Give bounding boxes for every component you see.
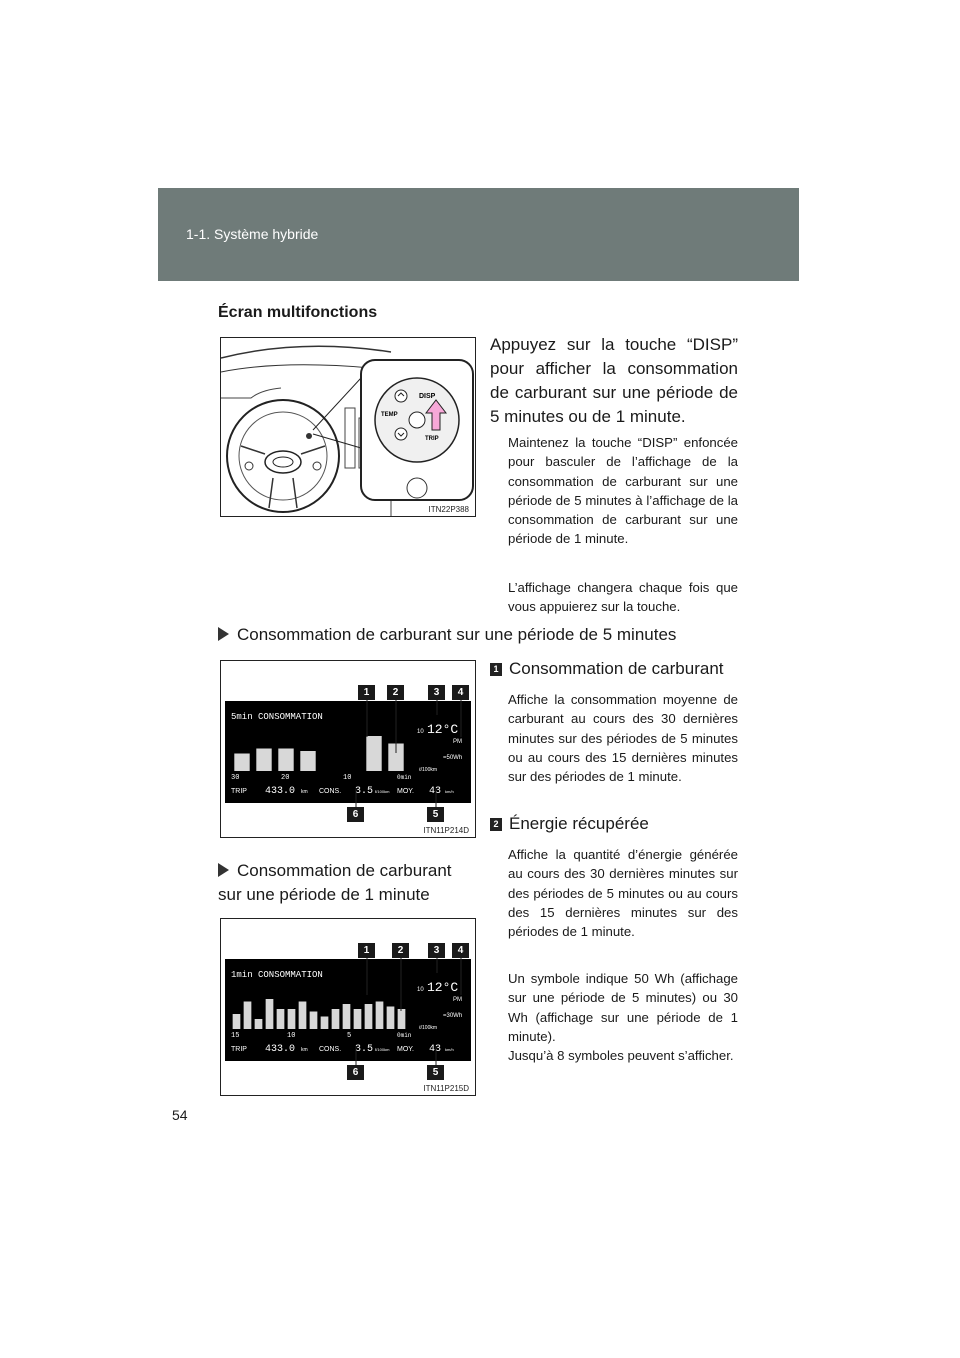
- bullet-label: Consommation de carburant sur une période de 5 minutes: [237, 625, 677, 644]
- item-text: Jusqu’à 8 symboles peuvent s’afficher.: [508, 1048, 734, 1063]
- intro-lead: Appuyez sur la touche “DISP” pour afficher la consommation de carburant sur une période de 5 minutes ou de 1 minute.: [490, 335, 738, 426]
- callout-4: 4: [452, 943, 469, 958]
- consumption-bar: [332, 1009, 340, 1029]
- trip-value: 433.0: [265, 786, 296, 797]
- wh-value: =30Wh: [443, 1013, 463, 1019]
- consumption-bar: [321, 1017, 329, 1030]
- consumption-bar: [278, 749, 293, 772]
- figure-5min-screen: [220, 660, 476, 838]
- moy-label: MOY.: [397, 788, 414, 795]
- consumption-bar: [234, 754, 249, 772]
- scale-top: 10: [417, 987, 424, 993]
- trip-label: TRIP: [231, 1046, 247, 1053]
- bullet-title: [218, 623, 678, 647]
- trip-value: 433.0: [265, 1044, 296, 1055]
- callout-2: 2: [387, 685, 404, 700]
- trip-unit: km: [301, 789, 308, 795]
- axis-label: 30: [231, 774, 240, 782]
- item-title: [490, 812, 649, 836]
- header-bar: [158, 188, 799, 281]
- cons-label: CONS.: [319, 1046, 342, 1053]
- intro-paragraph: L’affichage changera chaque fois que vous appuierez sur la touche.: [508, 580, 738, 615]
- disp-label: DISP: [419, 393, 436, 400]
- scale-unit: ℓ/100km: [419, 767, 438, 773]
- item-text: Un symbole indique 50 Wh (affichage sur une période de 5 minutes) ou 30 Wh (affichage sur une période de 1 minute).: [508, 971, 738, 1044]
- temp-label: TEMP: [381, 412, 398, 418]
- consumption-bar: [233, 1014, 241, 1029]
- consumption-bar: [300, 751, 315, 771]
- figure-code: ITN11P215D: [423, 1084, 469, 1093]
- consumption-bar: [299, 1002, 307, 1030]
- callout-2: 2: [392, 943, 409, 958]
- screen-title: 1min CONSOMMATION: [231, 970, 323, 980]
- cons-label: CONS.: [319, 788, 342, 795]
- cons-unit: ℓ/100km: [375, 1047, 390, 1052]
- item-title: [490, 657, 724, 681]
- cons-value: 3.5: [355, 1044, 374, 1055]
- figure-1min-screen: [220, 918, 476, 1096]
- consumption-bar: [343, 1004, 351, 1029]
- item-title-label: Énergie récupérée: [509, 814, 649, 833]
- figure-steering-wheel: [220, 337, 476, 517]
- callout-3: 3: [428, 685, 445, 700]
- callout-4: 4: [452, 685, 469, 700]
- consumption-bar: [266, 999, 274, 1029]
- callout-5: 5: [427, 1065, 444, 1080]
- consumption-bar: [256, 749, 271, 772]
- consumption-bar: [255, 1019, 263, 1029]
- consumption-bar: [387, 1007, 395, 1030]
- scale-top: 10: [417, 729, 424, 735]
- consumption-bar: [244, 1002, 252, 1030]
- moy-unit: km/h: [445, 789, 454, 794]
- consumption-bar: [288, 1009, 296, 1029]
- consumption-bar: [277, 1009, 285, 1029]
- callout-6: 6: [347, 1065, 364, 1080]
- bullet-title: [218, 859, 473, 907]
- axis-label: 20: [281, 774, 290, 782]
- triangle-bullet-icon: [218, 863, 229, 877]
- moy-label: MOY.: [397, 1046, 414, 1053]
- consumption-bar: [310, 1012, 318, 1030]
- trip-unit: km: [301, 1047, 308, 1053]
- callout-5: 5: [427, 807, 444, 822]
- moy-unit: km/h: [445, 1047, 454, 1052]
- screen-title: 5min CONSOMMATION: [231, 712, 323, 722]
- callout-1: 1: [358, 685, 375, 700]
- axis-label: 10: [287, 1032, 296, 1040]
- callout-6: 6: [347, 807, 364, 822]
- item-text: Affiche la quantité d’énergie générée au cours des 30 dernières minutes sur des périodes de 5 minutes ou au cours des 15 dernières minutes sur des périodes de 1 minute.: [508, 847, 738, 940]
- wh-value: =50Wh: [443, 755, 463, 761]
- cons-unit: ℓ/100km: [375, 789, 390, 794]
- axis-label: 5: [347, 1032, 352, 1040]
- steering-wheel-illustration: [221, 338, 475, 516]
- scale-unit: ℓ/100km: [419, 1025, 438, 1031]
- moy-value: 43: [429, 786, 442, 797]
- trip-label: TRIP: [425, 436, 439, 442]
- section-label: 1-1. Système hybride: [186, 226, 319, 242]
- page-heading: Écran multifonctions: [218, 304, 378, 321]
- consumption-bar: [398, 1009, 406, 1029]
- item-title-label: Consommation de carburant: [509, 659, 724, 678]
- consumption-bar: [366, 736, 381, 771]
- consumption-bar: [354, 1009, 362, 1029]
- temp-value: 12°C: [427, 722, 459, 737]
- figure-code: ITN22P388: [428, 505, 469, 514]
- item-text: Affiche la consommation moyenne de carburant au cours des 30 dernières minutes sur des périodes de 5 minutes ou au cours des 15 dernières minutes sur des périodes de 1 minute.: [508, 692, 738, 785]
- callout-3: 3: [428, 943, 445, 958]
- trip-label: TRIP: [231, 788, 247, 795]
- consumption-bar: [365, 1004, 373, 1029]
- temp-value: 12°C: [427, 980, 459, 995]
- cons-value: 3.5: [355, 786, 374, 797]
- item-number-badge: 1: [490, 663, 502, 676]
- moy-value: 43: [429, 1044, 442, 1055]
- consumption-bar: [376, 1002, 384, 1030]
- axis-label: 10: [343, 774, 352, 782]
- ampm: PM: [453, 997, 462, 1003]
- callout-1: 1: [358, 943, 375, 958]
- page-number: 54: [172, 1107, 188, 1123]
- axis-label: 0min: [397, 774, 412, 781]
- axis-label: 0min: [397, 1032, 412, 1039]
- axis-label: 15: [231, 1032, 240, 1040]
- ampm: PM: [453, 739, 462, 745]
- bullet-label: Consommation de carburant sur une période de 1 minute: [218, 861, 452, 904]
- figure-code: ITN11P214D: [423, 826, 469, 835]
- triangle-bullet-icon: [218, 627, 229, 641]
- item-number-badge: 2: [490, 818, 502, 831]
- intro-paragraph: Maintenez la touche “DISP” enfoncée pour basculer de l’affichage de la consommation de carburant sur une période de 5 minutes à l’affichage de la consommation de carburant sur une période de 1 minute.: [508, 435, 738, 547]
